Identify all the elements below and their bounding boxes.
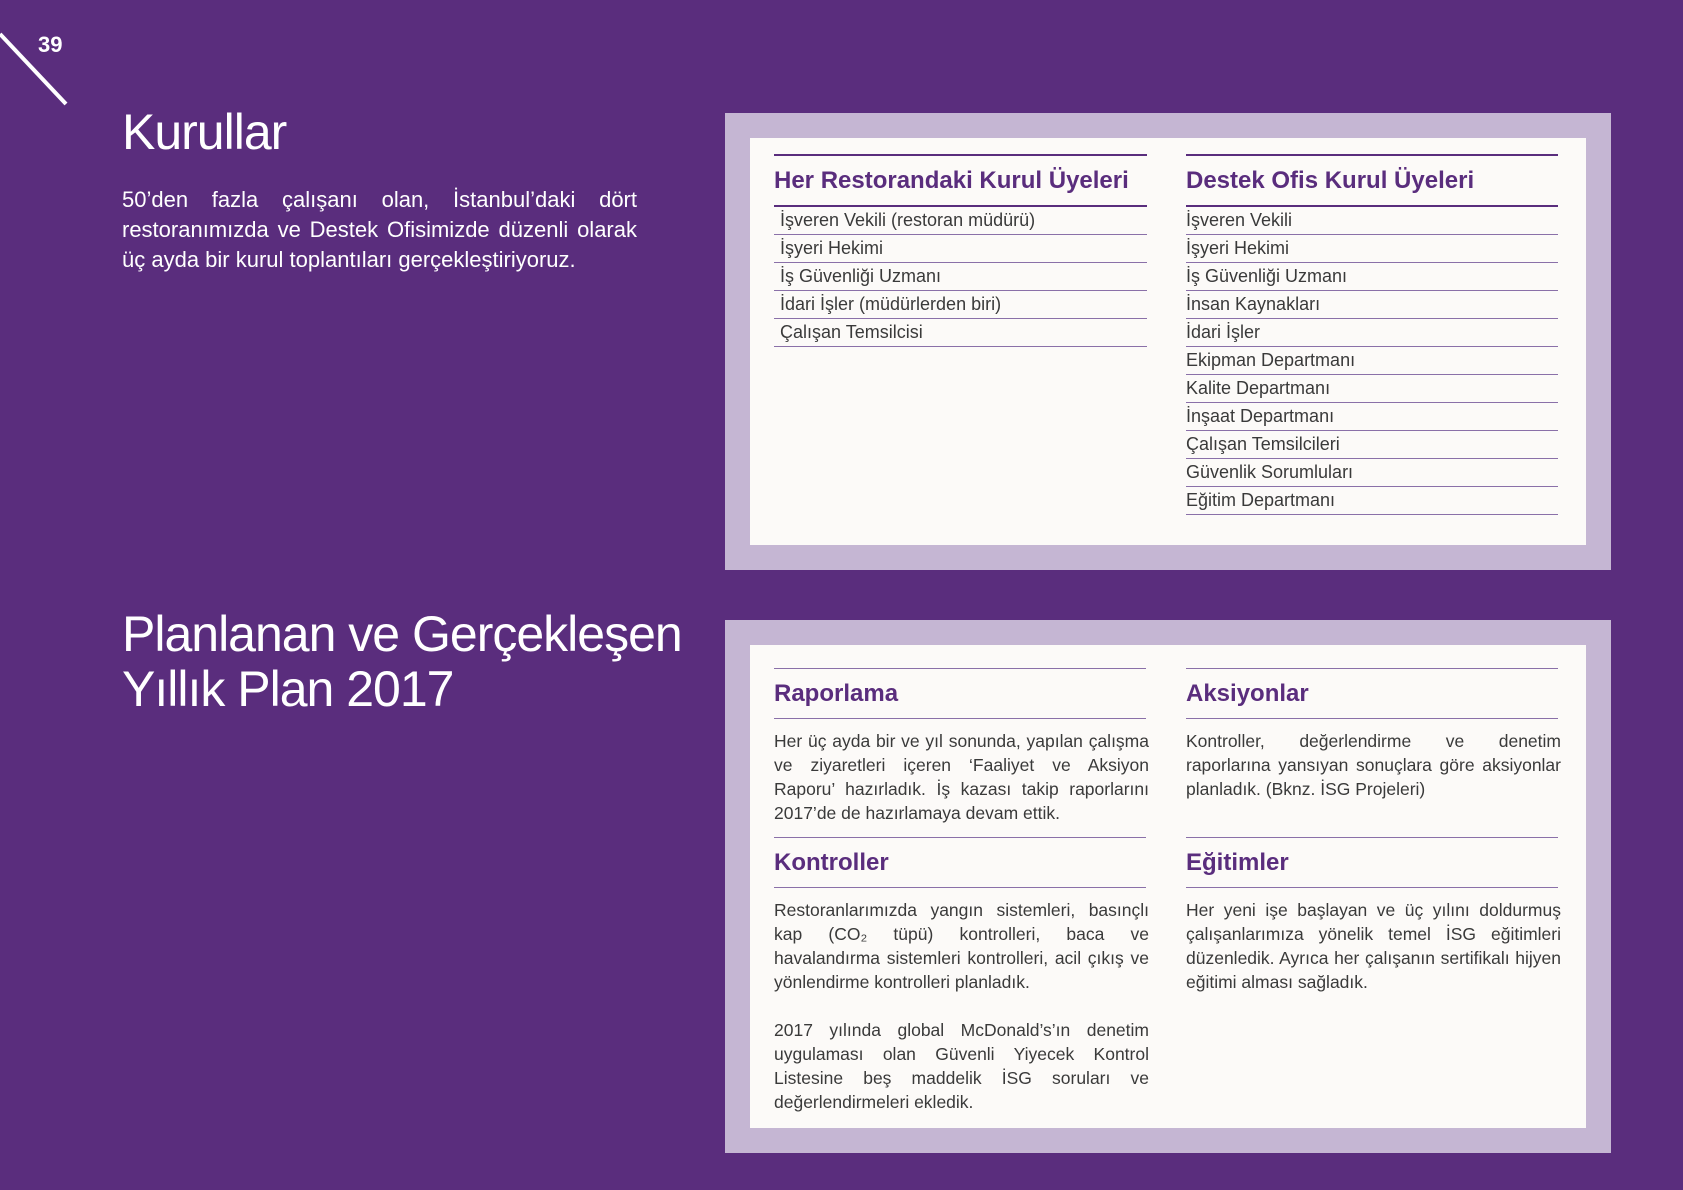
list-item: İş Güvenliği Uzmanı bbox=[774, 263, 1147, 291]
list-item: İdari İşler (müdürlerden biri) bbox=[774, 291, 1147, 319]
raporlama-block bbox=[774, 668, 1149, 825]
raporlama-heading: Raporlama bbox=[774, 668, 1146, 719]
egitimler-block bbox=[1186, 837, 1561, 994]
kurullar-intro-paragraph: 50’den fazla çalışanı olan, İstanbul’daki dört restoranımızda ve Destek Ofisimizde düzenli olarak üç ayda bir kurul toplantıları gerçekleştiriyoruz. bbox=[122, 187, 637, 272]
list-item: İşyeri Hekimi bbox=[1186, 235, 1558, 263]
aksiyonlar-heading: Aksiyonlar bbox=[1186, 668, 1558, 719]
restaurant-board-column bbox=[774, 154, 1147, 347]
annual-plan-card bbox=[750, 645, 1586, 1128]
list-item: İnşaat Departmanı bbox=[1186, 403, 1558, 431]
list-item: Çalışan Temsilcileri bbox=[1186, 431, 1558, 459]
aksiyonlar-text: Kontroller, değerlendirme ve denetim raporlarına yansıyan sonuçlara göre aksiyonlar planladık. (Bknz. İSG Projeleri) bbox=[1186, 731, 1561, 799]
list-item: İnsan Kaynakları bbox=[1186, 291, 1558, 319]
section-title-kurullar: Kurullar bbox=[122, 104, 287, 160]
list-item: Çalışan Temsilcisi bbox=[774, 319, 1147, 347]
office-board-heading: Destek Ofis Kurul Üyeleri bbox=[1186, 154, 1558, 207]
egitimler-text: Her yeni işe başlayan ve üç yılını doldurmuş çalışanlarımıza yönelik temel İSG eğitimleri düzenledik. Ayrıca her çalışanın sertifikalı hijyen eğitimi alması sağladık. bbox=[1186, 900, 1561, 992]
office-board-column bbox=[1186, 154, 1558, 515]
plan-title-line-1: Planlanan ve Gerçekleşen bbox=[122, 606, 682, 662]
kontroller-text-2: 2017 yılında global McDonald’s’ın denetim uygulaması olan Güvenli Yiyecek Kontrol Listesine beş maddelik İSG soruları ve değerlendirmeleri ekledik. bbox=[774, 1020, 1149, 1112]
egitimler-heading: Eğitimler bbox=[1186, 837, 1558, 888]
page-number: 39 bbox=[38, 32, 63, 57]
list-item: Güvenlik Sorumluları bbox=[1186, 459, 1558, 487]
list-item: İşveren Vekili (restoran müdürü) bbox=[774, 207, 1147, 235]
kontroller-block bbox=[774, 837, 1149, 1114]
raporlama-text: Her üç ayda bir ve yıl sonunda, yapılan çalışma ve ziyaretleri içeren ‘Faaliyet ve Aksiyon Raporu’ hazırladık. İş kazası takip raporlarını 2017’de de hazırlamaya devam ettik. bbox=[774, 731, 1149, 823]
board-members-card bbox=[750, 138, 1586, 545]
plan-title-line-2: Yıllık Plan 2017 bbox=[122, 661, 454, 717]
list-item: İdari İşler bbox=[1186, 319, 1558, 347]
section-title-annual-plan bbox=[122, 607, 682, 717]
list-item: Ekipman Departmanı bbox=[1186, 347, 1558, 375]
office-board-list bbox=[1186, 207, 1558, 515]
board-members-panel bbox=[725, 113, 1611, 570]
aksiyonlar-block bbox=[1186, 668, 1561, 801]
list-item: Kalite Departmanı bbox=[1186, 375, 1558, 403]
kontroller-text: Restoranlarımızda yangın sistemleri, basınçlı kap (CO₂ tüpü) kontrolleri, baca ve havalandırma sistemleri kontrolleri, acil çıkış ve yönlendirme kontrolleri planladık. bbox=[774, 900, 1149, 992]
list-item: İşyeri Hekimi bbox=[774, 235, 1147, 263]
list-item: Eğitim Departmanı bbox=[1186, 487, 1558, 515]
annual-plan-panel bbox=[725, 620, 1611, 1153]
restaurant-board-heading: Her Restorandaki Kurul Üyeleri bbox=[774, 154, 1147, 207]
list-item: İş Güvenliği Uzmanı bbox=[1186, 263, 1558, 291]
kontroller-heading: Kontroller bbox=[774, 837, 1146, 888]
restaurant-board-list bbox=[774, 207, 1147, 347]
list-item: İşveren Vekili bbox=[1186, 207, 1558, 235]
